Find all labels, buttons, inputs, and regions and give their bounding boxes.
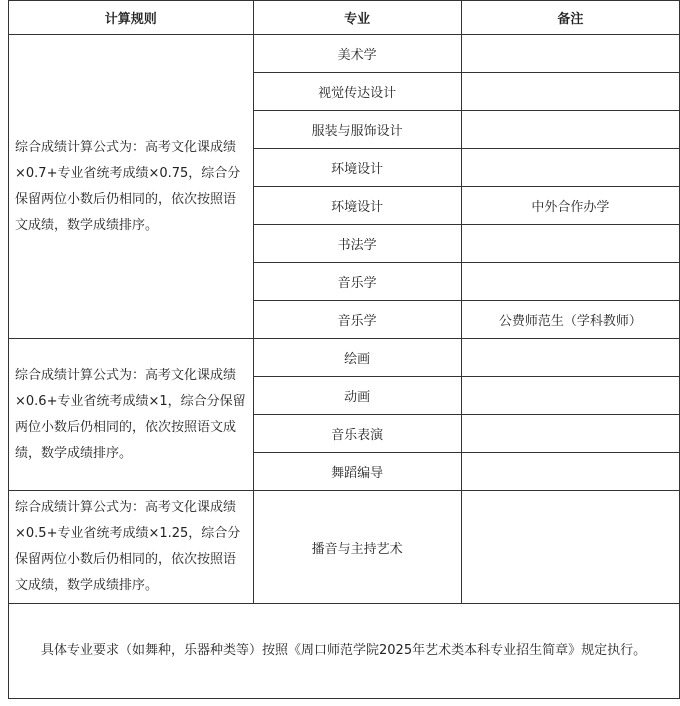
rule-cell-3: 综合成绩计算公式为：高考文化课成绩×0.5+专业省统考成绩×1.25，综合分保留两位小数后仍相同的，依次按照语文成绩，数学成绩排序。 (9, 491, 254, 604)
header-row (9, 1, 680, 35)
major-cell: 音乐学 (253, 301, 461, 339)
note-cell (461, 453, 679, 491)
major-cell: 环境设计 (253, 187, 461, 225)
major-cell: 舞蹈编导 (253, 453, 461, 491)
table-row (9, 339, 680, 377)
note-cell (461, 35, 679, 73)
note-cell: 中外合作办学 (461, 187, 679, 225)
major-cell: 播音与主持艺术 (253, 491, 461, 604)
note-cell (461, 263, 679, 301)
major-cell: 美术学 (253, 35, 461, 73)
rule-cell-1: 综合成绩计算公式为：高考文化课成绩×0.7+专业省统考成绩×0.75，综合分保留两位小数后仍相同的，依次按照语文成绩，数学成绩排序。 (9, 35, 254, 339)
major-cell: 环境设计 (253, 149, 461, 187)
note-cell (461, 415, 679, 453)
note-cell (461, 73, 679, 111)
major-cell: 音乐表演 (253, 415, 461, 453)
note-cell (461, 149, 679, 187)
note-cell: 公费师范生（学科教师） (461, 301, 679, 339)
major-cell: 视觉传达设计 (253, 73, 461, 111)
major-cell: 服装与服饰设计 (253, 111, 461, 149)
note-cell (461, 111, 679, 149)
table-row (9, 491, 680, 604)
header-major: 专业 (253, 1, 461, 35)
note-cell (461, 339, 679, 377)
major-cell: 动画 (253, 377, 461, 415)
header-note: 备注 (461, 1, 679, 35)
note-cell (461, 377, 679, 415)
footer-note: 具体专业要求（如舞种，乐器种类等）按照《周口师范学院2025年艺术类本科专业招生简章》规定执行。 (9, 604, 680, 699)
rule-cell-2: 综合成绩计算公式为：高考文化课成绩×0.6+专业省统考成绩×1，综合分保留两位小数后仍相同的，依次按照语文成绩，数学成绩排序。 (9, 339, 254, 491)
note-cell (461, 491, 679, 604)
note-cell (461, 225, 679, 263)
major-cell: 书法学 (253, 225, 461, 263)
table-row (9, 35, 680, 73)
header-rule: 计算规则 (9, 1, 254, 35)
major-cell: 音乐学 (253, 263, 461, 301)
major-cell: 绘画 (253, 339, 461, 377)
footer-row (9, 604, 680, 699)
admission-rules-table (8, 0, 680, 699)
